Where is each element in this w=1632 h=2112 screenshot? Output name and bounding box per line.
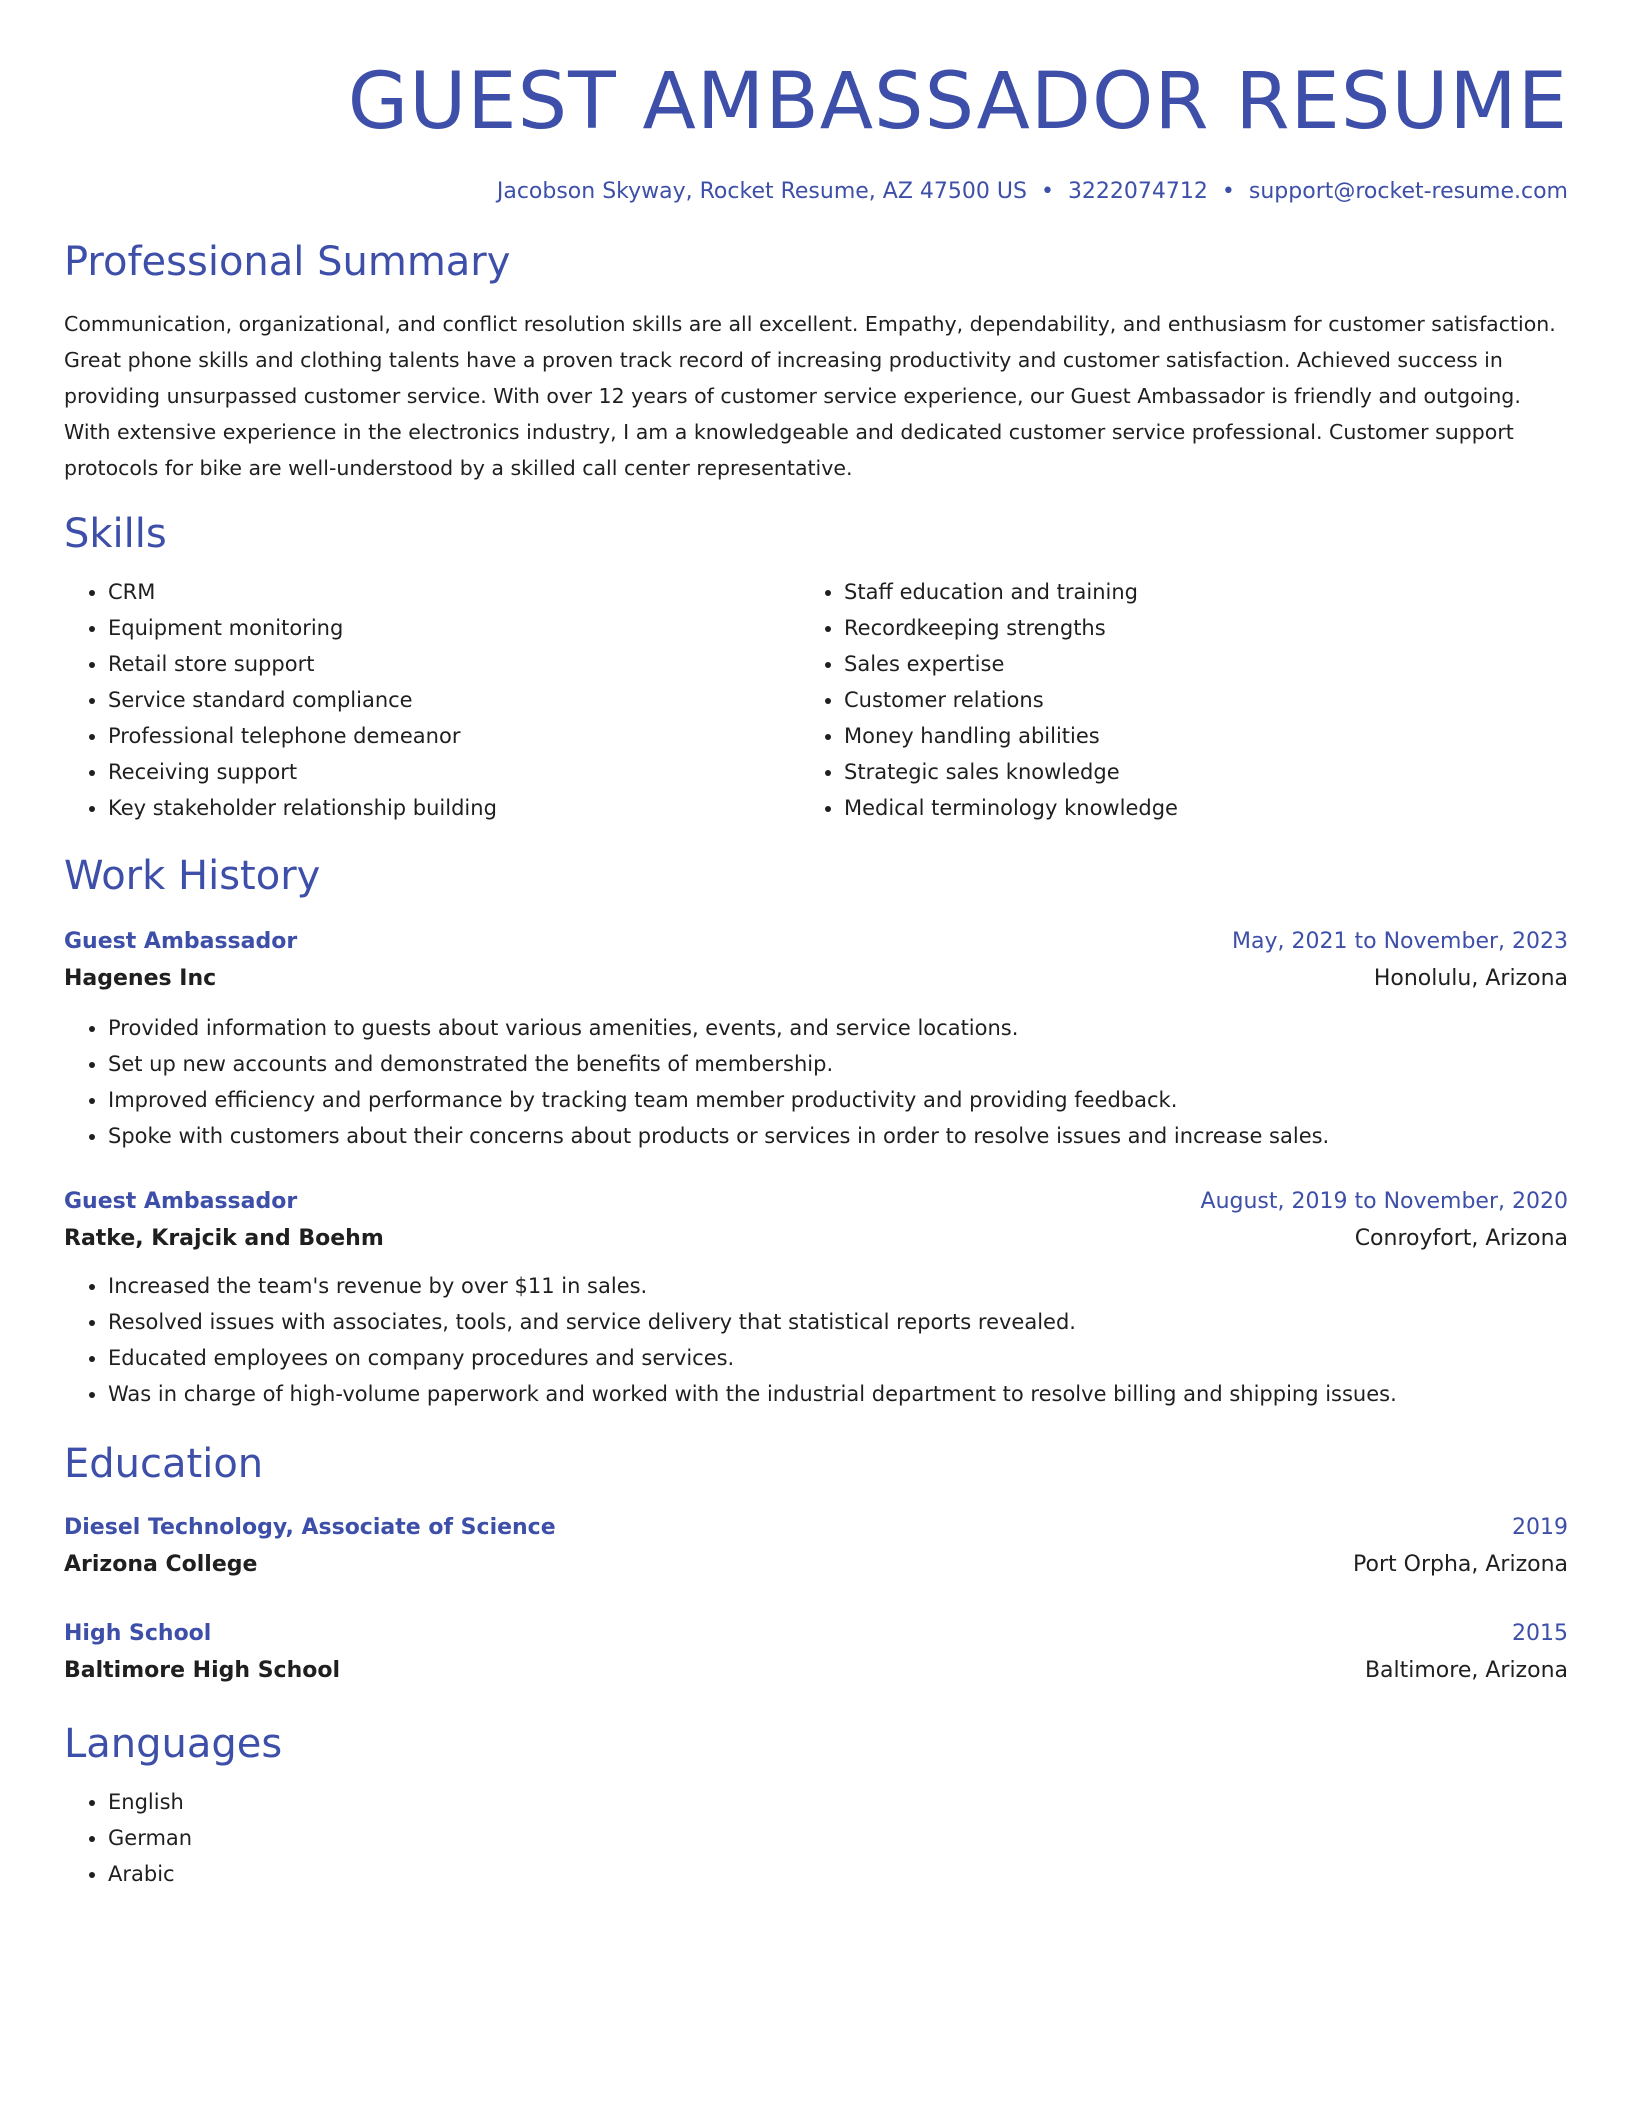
education-entry: [64, 1616, 1568, 1690]
language-item: • English: [108, 1784, 1568, 1820]
skill-item: • Key stakeholder relationship building: [108, 790, 800, 826]
skill-item: • Customer relations: [844, 682, 1536, 718]
skill-item: • Staff education and training: [844, 574, 1536, 610]
education-school: Baltimore High School: [64, 1658, 341, 1683]
job-entry: [64, 924, 1568, 1154]
skill-item: • Medical terminology knowledge: [844, 790, 1536, 826]
contact-phone: 3222074712: [1067, 179, 1208, 204]
skills-columns: [64, 574, 1568, 826]
languages-heading: Languages: [64, 1721, 283, 1767]
job-title-row: [64, 1184, 1568, 1220]
job-location: Conroyfort, Arizona: [1354, 1226, 1568, 1251]
resume-title: GUEST AMBASSADOR RESUME: [347, 57, 1568, 147]
languages-section: [64, 1720, 1568, 1892]
job-company: Ratke, Krajcik and Boehm: [64, 1226, 384, 1251]
job-dates: May, 2021 to November, 2023: [1232, 929, 1568, 954]
skill-item: • CRM: [108, 574, 800, 610]
skill-item: • Sales expertise: [844, 646, 1536, 682]
job-title: Guest Ambassador: [64, 1189, 298, 1214]
skills-list-left: [64, 574, 800, 826]
contact-email[interactable]: support@rocket-resume.com: [1248, 179, 1568, 204]
skill-item: • Equipment monitoring: [108, 610, 800, 646]
summary-section: [64, 238, 1568, 486]
job-bullet: • Set up new accounts and demonstrated the benefits of membership.: [108, 1046, 1568, 1082]
resume-header: [64, 0, 1568, 208]
skill-item: • Money handling abilities: [844, 718, 1536, 754]
job-company: Hagenes Inc: [64, 966, 217, 991]
skill-item: • Receiving support: [108, 754, 800, 790]
education-school-row: [64, 1546, 1568, 1584]
skill-item: • Strategic sales knowledge: [844, 754, 1536, 790]
job-bullet: • Provided information to guests about various amenities, events, and service locations.: [108, 1010, 1568, 1046]
job-company-row: [64, 1220, 1568, 1258]
job-bullet: • Resolved issues with associates, tools, and service delivery that statistical reports revealed.: [108, 1304, 1568, 1340]
education-year: 2015: [1512, 1621, 1568, 1646]
contact-separator: •: [1040, 179, 1054, 204]
job-location: Honolulu, Arizona: [1373, 966, 1568, 991]
skills-section: [64, 510, 1568, 826]
job-bullets: [64, 1268, 1568, 1412]
job-bullet: • Spoke with customers about their concerns about products or services in order to resolve issues and increase sales.: [108, 1118, 1568, 1154]
job-bullet: • Improved efficiency and performance by tracking team member productivity and providing feedback.: [108, 1082, 1568, 1118]
work-history-section: [64, 852, 1568, 1412]
job-title: Guest Ambassador: [64, 929, 298, 954]
education-location: Port Orpha, Arizona: [1353, 1552, 1568, 1577]
job-bullets: [64, 1010, 1568, 1154]
job-bullet: • Increased the team's revenue by over $11 in sales.: [108, 1268, 1568, 1304]
education-section: [64, 1440, 1568, 1690]
education-heading: Education: [64, 1441, 264, 1487]
skill-item: • Recordkeeping strengths: [844, 610, 1536, 646]
education-school: Arizona College: [64, 1552, 258, 1577]
contact-separator: •: [1221, 179, 1235, 204]
education-degree-row: [64, 1510, 1568, 1546]
job-title-row: [64, 924, 1568, 960]
education-degree: Diesel Technology, Associate of Science: [64, 1515, 556, 1540]
education-degree-row: [64, 1616, 1568, 1652]
language-item: • Arabic: [108, 1856, 1568, 1892]
skill-item: • Retail store support: [108, 646, 800, 682]
job-bullet: • Was in charge of high-volume paperwork and worked with the industrial department to resolve billing and shipping issues.: [108, 1376, 1568, 1412]
summary-text: Communication, organizational, and conflict resolution skills are all excellent. Empathy, dependability, and enthusiasm for customer satisfaction. Great phone skills and clothing talents have a proven track record of increasing productivity and customer satisfaction. Achieved success in providing unsurpassed customer service. With over 12 years of customer service experience, our Guest Ambassador is friendly and outgoing. With extensive experience in the electronics industry, I am a knowledgeable and dedicated customer service professional. Customer support protocols for bike are well-understood by a skilled call center representative.: [64, 312, 1556, 480]
skill-item: • Professional telephone demeanor: [108, 718, 800, 754]
skills-heading: Skills: [64, 511, 167, 557]
work-history-heading: Work History: [64, 853, 321, 899]
education-school-row: [64, 1652, 1568, 1690]
education-degree: High School: [64, 1621, 212, 1646]
job-company-row: [64, 960, 1568, 998]
job-entry: [64, 1184, 1568, 1412]
job-dates: August, 2019 to November, 2020: [1200, 1189, 1568, 1214]
contact-line: [64, 176, 1568, 208]
skill-item: • Service standard compliance: [108, 682, 800, 718]
job-bullet: • Educated employees on company procedures and services.: [108, 1340, 1568, 1376]
education-entry: [64, 1510, 1568, 1584]
summary-heading: Professional Summary: [64, 239, 511, 285]
language-item: • German: [108, 1820, 1568, 1856]
education-location: Baltimore, Arizona: [1364, 1658, 1568, 1683]
contact-address: Jacobson Skyway, Rocket Resume, AZ 47500 US: [496, 179, 1027, 204]
skills-list-right: [800, 574, 1536, 826]
languages-list: [64, 1784, 1568, 1892]
education-year: 2019: [1512, 1515, 1568, 1540]
